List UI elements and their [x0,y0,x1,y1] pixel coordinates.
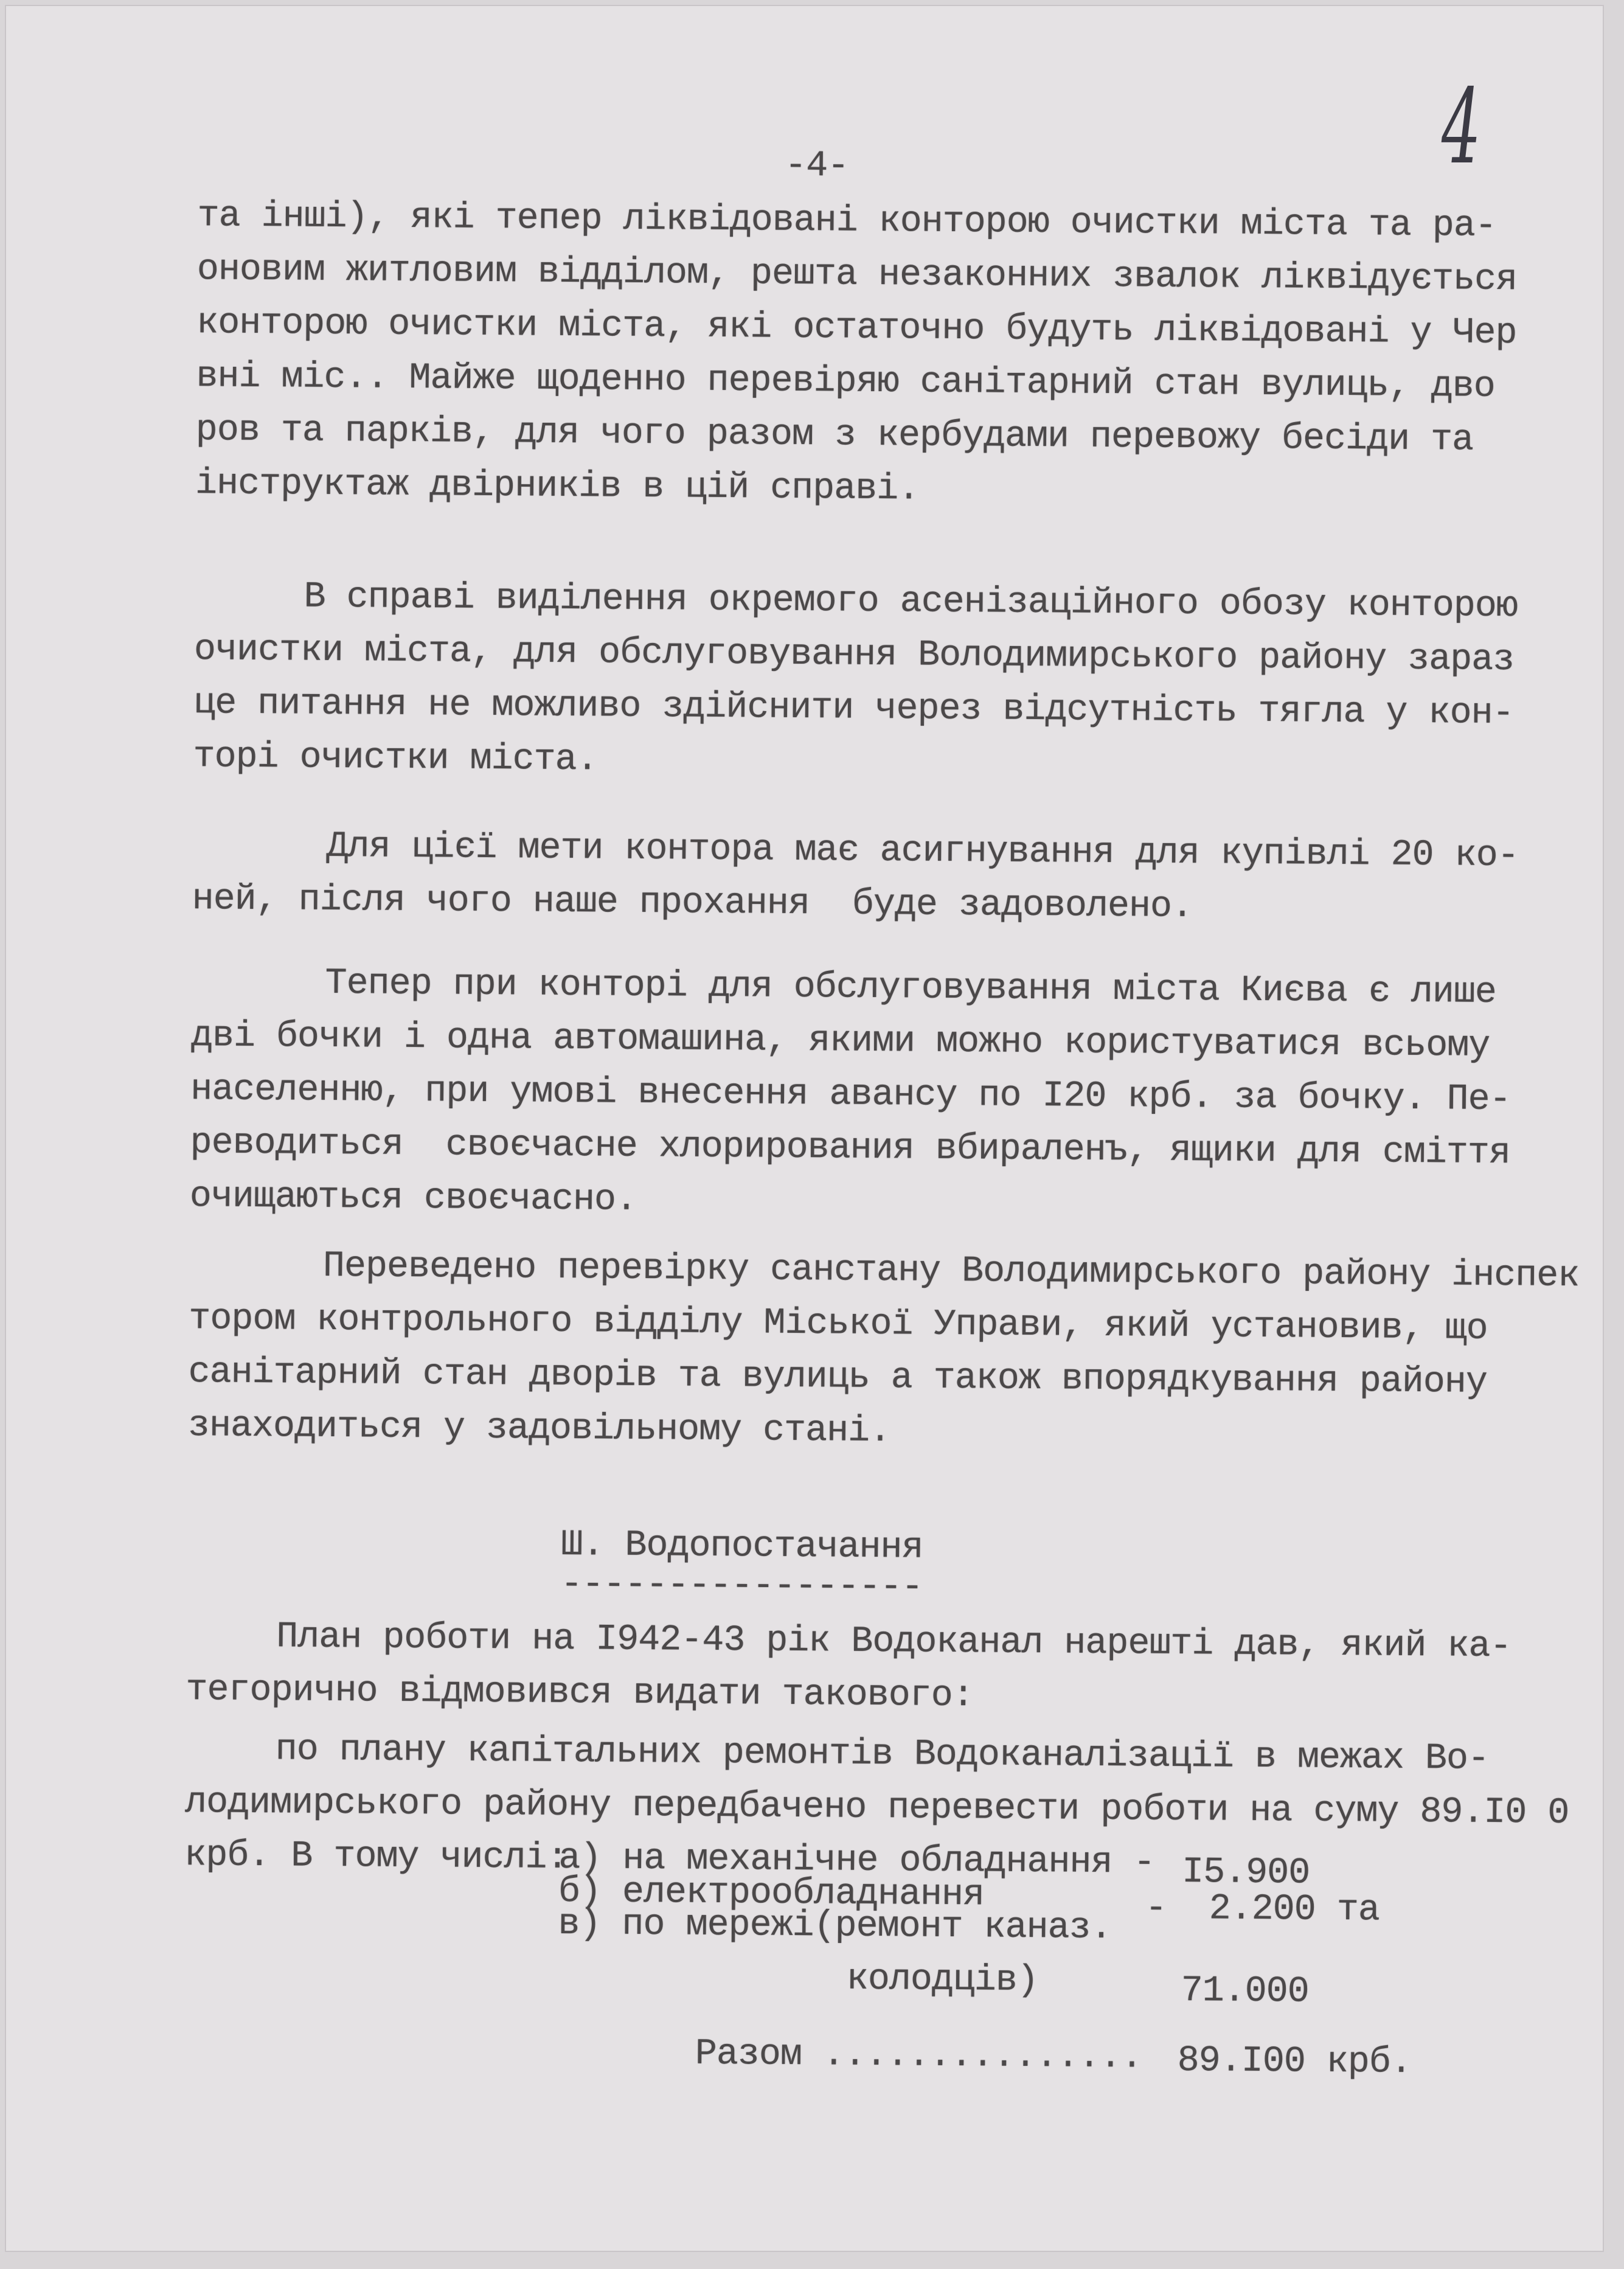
text-line: тегорично відмовився видати такового: [186,1669,974,1717]
breakdown-item-amount: 71.000 [1181,1970,1310,2013]
text-line: Для цієї мети контора має асигнування для купівлі 20 ко- [326,825,1519,877]
section-heading: Ш. Водопостачання [561,1524,923,1569]
text-line: по плану капітальних ремонтів Водоканалізації в межах Во- [275,1729,1490,1780]
text-line: очищаються своєчасно. [189,1176,637,1221]
text-line: вні міс.. Майже щоденно перевіряю санітарний стан вулиць, дво [196,356,1496,408]
text-line: План роботи на I942-43 рік Водоканал нарешті дав, який ка- [276,1616,1511,1668]
text-line: тором контрольного відділу Міської Управи, який установив, що [189,1298,1488,1350]
text-line: Тепер при конторі для обслуговування міста Києва є лише [325,962,1497,1014]
breakdown-item-label: в) по мережі(ремонт каназ. [558,1903,1112,1950]
text-line: Переведено перевірку санстану Володимирського району інспек [322,1245,1580,1298]
text-line: торі очистки міста. [193,736,598,781]
text-line: знаходиться у задовільному стані. [187,1405,891,1453]
breakdown-item-label: б) електрообладнання [558,1871,985,1916]
total-label: Разом ............... [695,2033,1143,2079]
breakdown-intro: крб. В тому числі: [184,1835,568,1880]
breakdown-item-amount: I5.900 [1181,1851,1310,1894]
text-line: реводиться своєчасне хлорирования вбираленъ, ящики для сміття [190,1122,1511,1175]
page-number: -4- [784,145,849,187]
heading-underline: ----------------- [560,1563,923,1608]
text-line: санітарний стан дворів та вулиць а також впорядкування району [188,1352,1488,1403]
breakdown-item-label: а) на механічне обладнання - [558,1837,1155,1884]
text-line: В справі виділення окремого асенізаційного обозу конторою [304,576,1518,628]
text-line: інструктаж двірників в цій справі. [195,463,920,510]
text-line: ней, після чого наше прохання буде задоволено. [192,878,1193,928]
text-line: очистки міста, для обслуговування Володимирського району зараз [193,629,1515,681]
text-line: лодимирського району передбачено перевести роботи на суму 89.I0 0 [184,1782,1569,1834]
text-line: оновим житловим відділом, решта незаконних звалок ліквідується [196,249,1518,301]
text-line: конторою очистки міста, які остаточно будуть ліквідовані у Чер [196,302,1517,355]
text-line: ров та парків, для чого разом з кербудами перевожу бесіди та [195,409,1474,461]
handwritten-page-number: 4 [1442,67,1481,187]
breakdown-item-label-continued: колодців) [846,1958,1039,2002]
text-line: та інші), які тепер ліквідовані конторою очистки міста та ра- [197,195,1497,247]
total-amount: 89.I00 крб. [1177,2040,1412,2083]
breakdown-item-amount: - 2.200 та [1145,1888,1380,1931]
text-line: населенню, при умові внесення авансу по I20 крб. за бочку. Пе- [190,1069,1511,1121]
text-line: це питання не можливо здійснити через відсутність тягла у кон- [193,683,1514,735]
text-line: дві бочки і одна автомашина, якими можно користуватися всьому [190,1015,1490,1067]
